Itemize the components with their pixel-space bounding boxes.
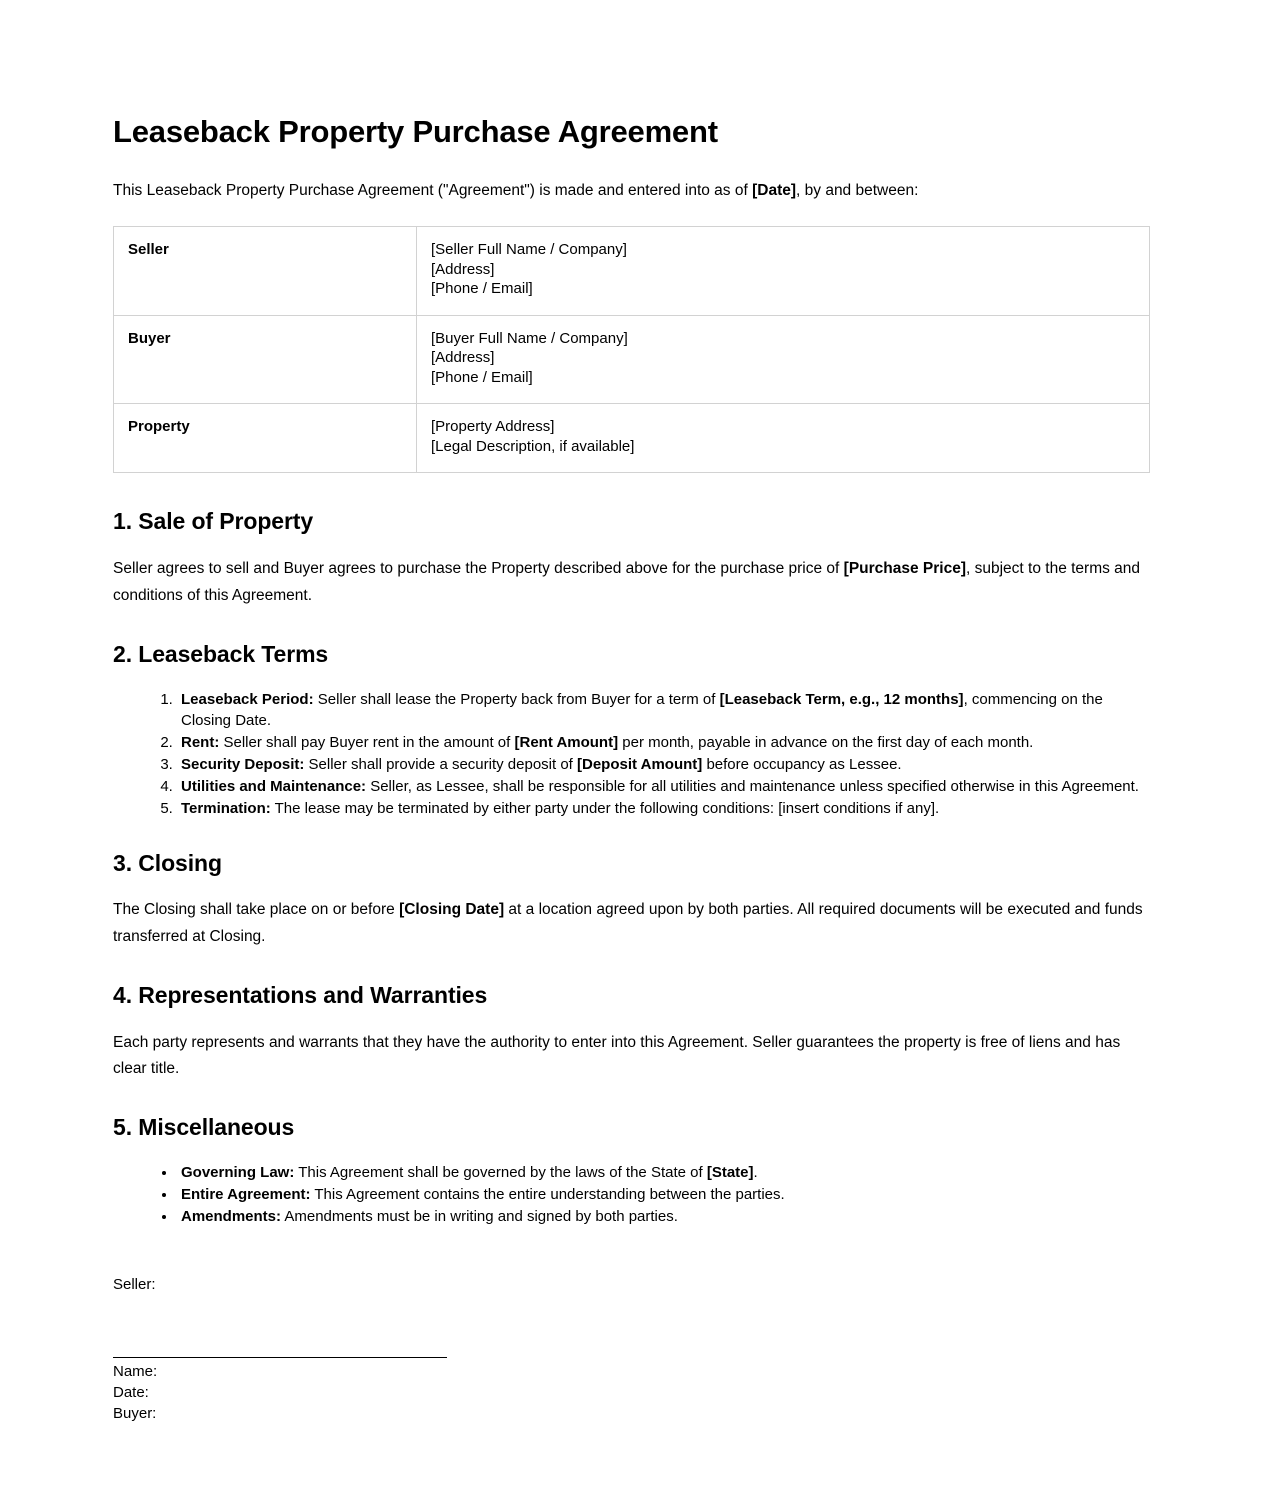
- representations-body: Each party represents and warrants that they have the authority to enter into this Agreement. Seller guarantees the property is free of liens and has clear title.: [113, 1033, 1121, 1078]
- item-label: Utilities and Maintenance:: [181, 777, 367, 795]
- item-text-before: Seller, as Lessee, shall be responsible for all utilities and maintenance unless specified otherwise in this Agreement.: [366, 777, 1139, 795]
- intro-text-before: This Leaseback Property Purchase Agreement ("Agreement") is made and entered into as of: [113, 181, 753, 199]
- state-placeholder: [State]: [706, 1163, 754, 1181]
- seller-contact-line: [Phone / Email]: [431, 280, 533, 298]
- leaseback-terms-list: [113, 689, 1150, 819]
- closing-body-after: at a location agreed upon by both parties. All required documents will be executed and funds transferred at Closing.: [113, 901, 1143, 946]
- deposit-amount-placeholder: [Deposit Amount]: [577, 755, 703, 773]
- signature-block: [113, 1274, 1150, 1425]
- item-label: Amendments:: [181, 1207, 282, 1225]
- list-item: [177, 1184, 1150, 1205]
- list-item: [177, 732, 1150, 753]
- item-label: Governing Law:: [181, 1163, 295, 1181]
- intro-paragraph: [113, 178, 1150, 205]
- section-heading-miscellaneous: 5. Miscellaneous: [113, 1113, 295, 1140]
- list-item: [177, 1206, 1150, 1227]
- closing-body-before: The Closing shall take place on or before: [113, 901, 400, 919]
- seller-address-line: [Address]: [431, 260, 495, 278]
- item-label: Leaseback Period:: [181, 690, 314, 708]
- section-body-closing: [113, 897, 1150, 950]
- property-legal-line: [Legal Description, if available]: [431, 437, 635, 455]
- signature-name-label: Name:: [113, 1362, 158, 1380]
- sale-body-after: , subject to the terms and conditions of this Agreement.: [113, 560, 1141, 604]
- section-heading-sale-of-property: 1. Sale of Property: [113, 508, 314, 535]
- list-item: [177, 689, 1150, 731]
- item-label: Termination:: [181, 799, 271, 817]
- item-text-before: This Agreement shall be governed by the laws of the State of: [294, 1163, 707, 1181]
- item-text-before: This Agreement contains the entire understanding between the parties.: [310, 1185, 785, 1203]
- buyer-contact-line: [Phone / Email]: [431, 368, 533, 386]
- closing-date-placeholder: [Closing Date]: [399, 901, 505, 919]
- section-heading-closing: 3. Closing: [113, 849, 222, 876]
- signature-role-seller: Seller:: [113, 1275, 156, 1293]
- row-value-seller: [417, 227, 1150, 316]
- item-text-before: The lease may be terminated by either party under the following conditions: [insert conditions if any].: [270, 799, 940, 817]
- item-text-before: Seller shall lease the Property back from Buyer for a term of: [313, 690, 720, 708]
- item-label: Entire Agreement:: [181, 1185, 311, 1203]
- table-row: [114, 227, 1150, 316]
- row-label-seller: Seller: [114, 227, 417, 316]
- item-label: Rent:: [181, 733, 220, 751]
- intro-date-placeholder: [Date]: [752, 181, 797, 199]
- sale-body-before: Seller agrees to sell and Buyer agrees to purchase the Property described above for the purchase price of: [113, 560, 844, 578]
- item-text-before: Amendments must be in writing and signed by both parties.: [281, 1207, 678, 1225]
- item-text-after: .: [753, 1163, 758, 1181]
- party-information-table: [113, 226, 1150, 473]
- signature-date-label: Date:: [113, 1384, 149, 1402]
- seller-name-line: [Seller Full Name / Company]: [431, 241, 627, 259]
- miscellaneous-list: [113, 1162, 1150, 1227]
- signature-line-seller: [113, 1357, 447, 1358]
- list-item: [177, 798, 1150, 819]
- leaseback-term-placeholder: [Leaseback Term, e.g., 12 months]: [719, 690, 964, 708]
- section-heading-representations: 4. Representations and Warranties: [113, 981, 488, 1008]
- item-text-before: Seller shall provide a security deposit of: [304, 755, 578, 773]
- row-value-property: [417, 404, 1150, 473]
- table-row: [114, 404, 1150, 473]
- item-label: Security Deposit:: [181, 755, 305, 773]
- section-heading-leaseback-terms: 2. Leaseback Terms: [113, 640, 329, 667]
- rent-amount-placeholder: [Rent Amount]: [514, 733, 619, 751]
- list-item: [177, 754, 1150, 775]
- section-body-representations: [113, 1030, 1150, 1083]
- list-item: [177, 776, 1150, 797]
- row-label-buyer: Buyer: [114, 315, 417, 404]
- row-label-property: Property: [114, 404, 417, 473]
- buyer-address-line: [Address]: [431, 349, 495, 367]
- section-body-sale-of-property: [113, 556, 1150, 609]
- table-row: [114, 315, 1150, 404]
- property-address-line: [Property Address]: [431, 418, 555, 436]
- item-text-after: before occupancy as Lessee.: [702, 755, 902, 773]
- item-text-before: Seller shall pay Buyer rent in the amount of: [219, 733, 515, 751]
- item-text-after: , commencing on the Closing Date.: [181, 690, 1103, 729]
- item-text-after: per month, payable in advance on the first day of each month.: [618, 733, 1034, 751]
- page-title: Leaseback Property Purchase Agreement: [113, 114, 718, 149]
- row-value-buyer: [417, 315, 1150, 404]
- buyer-name-line: [Buyer Full Name / Company]: [431, 329, 628, 347]
- list-item: [177, 1162, 1150, 1183]
- intro-text-after: , by and between:: [796, 181, 919, 199]
- purchase-price-placeholder: [Purchase Price]: [843, 560, 966, 578]
- signature-role-buyer: Buyer:: [113, 1405, 157, 1423]
